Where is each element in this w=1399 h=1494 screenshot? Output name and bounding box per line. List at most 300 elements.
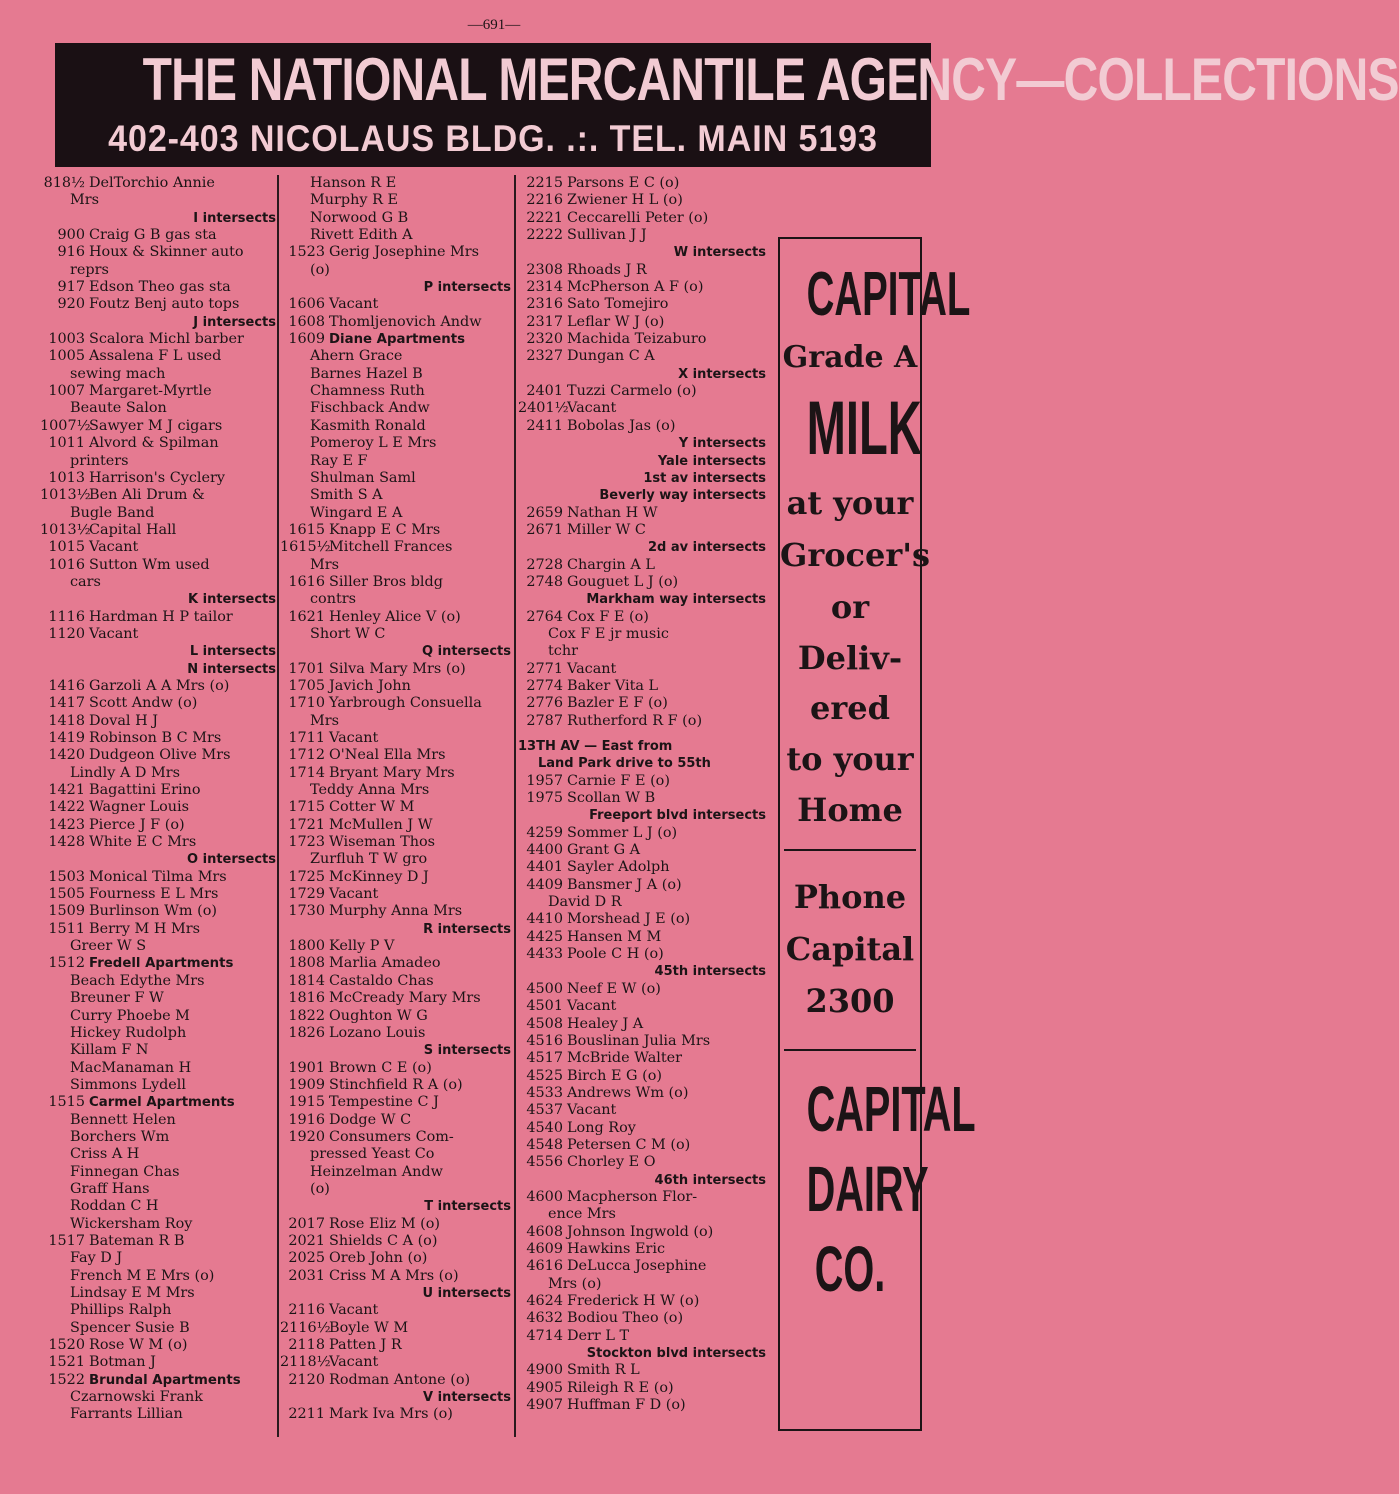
listing-name: White E C Mrs <box>89 834 197 851</box>
street-intersection: I intersects <box>193 210 276 226</box>
street-intersection: Stockton blvd intersects <box>586 1346 766 1362</box>
listing-name: Vacant <box>567 1102 617 1119</box>
listing-row <box>518 192 770 209</box>
listing-row <box>518 227 770 244</box>
ad-divider <box>784 849 916 851</box>
listing-name: Murphy Anna Mrs <box>329 903 463 920</box>
listing-row <box>518 678 770 695</box>
listing-name: Henley Alice V (o) <box>329 608 461 625</box>
listing-row <box>40 1233 280 1250</box>
street-number: 4537 <box>526 1102 563 1119</box>
listing-name: Farrants Lillian <box>70 1406 183 1423</box>
ad-phone-label: Phone <box>793 878 907 916</box>
listing-name: Boyle W M <box>329 1319 409 1336</box>
listing-continuation <box>40 1302 280 1319</box>
street-number: 1705 <box>288 677 325 694</box>
street-intersection: 46th intersects <box>654 1172 766 1188</box>
street-number: 1957 <box>526 772 563 789</box>
street-number: 4259 <box>526 824 563 841</box>
listing-name: sewing mach <box>70 365 166 382</box>
street-number: 1016 <box>48 556 85 573</box>
listing-row <box>518 1293 770 1310</box>
listing-row <box>280 1320 515 1337</box>
listing-continuation <box>280 470 515 487</box>
listing-continuation <box>40 574 280 591</box>
street-number: 1515 <box>48 1094 85 1111</box>
listing-name: Sutton Wm used <box>89 556 210 573</box>
listing-name: O'Neal Ella Mrs <box>329 747 446 764</box>
listing-row <box>280 574 515 591</box>
listing-name: Robinson B C Mrs <box>89 730 222 746</box>
listing-row <box>40 626 280 643</box>
section-heading: Land Park drive to 55th <box>538 756 711 772</box>
ad-divider <box>784 1049 916 1051</box>
street-number: 1120 <box>48 625 85 642</box>
street-intersection: L intersects <box>189 644 276 660</box>
listing-row <box>280 1302 515 1319</box>
ad-grade: Grade A <box>782 340 918 375</box>
listing-row <box>40 435 280 452</box>
listing-row <box>280 817 515 834</box>
listing-name: Rivett Edith A <box>310 227 413 244</box>
listing-continuation <box>40 192 280 209</box>
listing-continuation <box>40 1389 280 1406</box>
street-number: 2401½ <box>518 400 569 417</box>
street-intersection: Markham way intersects <box>586 592 766 608</box>
listing-name: Derr L T <box>567 1327 630 1344</box>
listing-name: Dudgeon Olive Mrs <box>89 747 231 764</box>
street-intersection: P intersects <box>423 280 511 296</box>
listing-continuation <box>280 383 515 400</box>
listing-row <box>40 799 280 816</box>
street-number: 2118½ <box>280 1354 331 1371</box>
listing-row <box>518 314 770 331</box>
street-number: 2025 <box>288 1250 325 1267</box>
listing-name: Fredell Apartments <box>89 956 234 972</box>
listing-name: Bobolas Jas (o) <box>567 417 676 434</box>
listing-name: Brundal Apartments <box>89 1372 241 1388</box>
street-number: 2774 <box>526 677 563 694</box>
listing-row <box>40 296 280 313</box>
listing-continuation <box>40 1042 280 1059</box>
street-number: 2221 <box>526 209 563 226</box>
street-number: 4624 <box>526 1293 563 1309</box>
listing-row <box>518 1310 770 1327</box>
street-number: 4400 <box>526 842 563 859</box>
listing-row <box>280 799 515 816</box>
street-number: 4425 <box>526 928 563 945</box>
listing-row <box>280 990 515 1007</box>
listing-name: Huffman F D (o) <box>567 1397 686 1414</box>
listing-name: Botman J <box>89 1354 156 1371</box>
listing-row <box>518 1102 770 1119</box>
listing-continuation <box>518 1276 770 1293</box>
street-number: 1416 <box>48 677 85 694</box>
listing-row <box>518 859 770 876</box>
listing-row <box>40 747 280 764</box>
listing-continuation <box>40 938 280 955</box>
listing-row <box>280 522 515 539</box>
listing-name: Roddan C H <box>70 1198 159 1215</box>
listing-row <box>40 383 280 400</box>
listing-name: Bansmer J A (o) <box>567 876 682 893</box>
street-number: 2120 <box>288 1371 325 1388</box>
street-number: 1609 <box>288 331 325 348</box>
listing-name: Tempestine C J <box>329 1094 439 1111</box>
street-intersection: Yale intersects <box>657 453 766 469</box>
listing-name: Vacant <box>329 730 379 746</box>
street-number: 1826 <box>288 1024 325 1041</box>
street-number: 1606 <box>288 296 325 313</box>
listing-name: Bugle Band <box>70 504 155 521</box>
street-number: 4616 <box>526 1258 563 1275</box>
street-number: 1418 <box>48 712 85 729</box>
listing-name: Alvord & Spilman <box>89 435 219 452</box>
ad-home: Home <box>797 791 903 829</box>
street-intersection: R intersects <box>423 921 511 937</box>
street-number: 2308 <box>526 261 563 278</box>
listing-name: Lindsay E M Mrs <box>70 1285 195 1301</box>
street-number: 4609 <box>526 1240 563 1257</box>
listing-name: Javich John <box>329 677 411 694</box>
listing-row <box>518 1362 770 1379</box>
listing-name: McKinney D J <box>329 868 429 885</box>
street-number: 2411 <box>526 417 563 434</box>
listing-name: Rileigh R E (o) <box>567 1379 674 1396</box>
listing-name: Pierce J F (o) <box>89 816 185 833</box>
street-number: 4500 <box>526 980 563 997</box>
listing-continuation <box>40 1198 280 1215</box>
street-number: 1511 <box>48 920 85 937</box>
listing-row <box>518 1050 770 1067</box>
listing-row <box>518 1137 770 1154</box>
listing-row <box>280 1354 515 1371</box>
listing-name: Criss M A Mrs (o) <box>329 1267 459 1284</box>
listing-name: Zurfluh T W gro <box>310 851 428 868</box>
listing-name: Kelly P V <box>329 938 395 955</box>
listing-name: Smith R L <box>567 1362 640 1379</box>
ad-or: or <box>830 588 870 626</box>
listing-name: Oughton W G <box>329 1007 428 1024</box>
street-number: 2215 <box>526 175 563 191</box>
listing-row <box>280 765 515 782</box>
listing-name: Rutherford R F (o) <box>567 712 703 729</box>
listing-name: Heinzelman Andw <box>310 1163 443 1180</box>
directory-column-3 <box>518 175 770 1437</box>
listing-name: Chorley E O <box>567 1154 656 1171</box>
street-number: 1423 <box>48 816 85 833</box>
street-intersection: Freeport blvd intersects <box>589 808 766 824</box>
listing-name: Norwood G B <box>310 209 409 226</box>
listing-name: Borchers Wm <box>70 1128 170 1145</box>
listing-row <box>280 1337 515 1354</box>
listing-name: Houx & Skinner auto <box>89 244 244 261</box>
listing-name: Edson Theo gas sta <box>89 279 231 296</box>
listing-name: Sawyer M J cigars <box>89 417 223 434</box>
listing-continuation <box>40 1008 280 1025</box>
listing-name: Mrs <box>310 712 339 729</box>
listing-name: Rodman Antone (o) <box>329 1371 471 1388</box>
listing-continuation <box>40 1146 280 1163</box>
listing-name: Bazler E F (o) <box>567 695 668 712</box>
street-number: 1822 <box>288 1007 325 1024</box>
street-number: 2320 <box>526 331 563 348</box>
listing-name: Mrs (o) <box>548 1275 602 1292</box>
street-number: 1711 <box>288 730 325 746</box>
listing-row <box>40 539 280 556</box>
listing-row <box>518 418 770 435</box>
listing-row <box>40 955 280 972</box>
listing-name: Andrews Wm (o) <box>567 1084 689 1101</box>
listing-row <box>40 1354 280 1371</box>
listing-name: Carnie F E (o) <box>567 772 670 789</box>
street-number: 4540 <box>526 1119 563 1136</box>
street-number: 4905 <box>526 1379 563 1396</box>
listing-name: Rose W M (o) <box>89 1337 188 1354</box>
listing-row <box>518 1016 770 1033</box>
street-number: 1005 <box>48 348 85 365</box>
street-number: 1421 <box>48 782 85 799</box>
street-number: 1503 <box>48 868 85 885</box>
listing-row <box>518 522 770 539</box>
listing-row <box>40 713 280 730</box>
listing-name: Marlia Amadeo <box>329 955 441 972</box>
listing-row <box>40 834 280 851</box>
listing-name: Ahern Grace <box>310 348 403 365</box>
street-intersection: 1st av intersects <box>643 470 766 486</box>
listing-row <box>40 348 280 365</box>
street-number: 2216 <box>526 192 563 209</box>
listing-continuation <box>40 1060 280 1077</box>
listing-row <box>518 609 770 626</box>
listing-row <box>40 817 280 834</box>
listing-name: Sullivan J J <box>567 227 647 244</box>
street-number: 2748 <box>526 573 563 590</box>
listing-row <box>518 1068 770 1085</box>
street-intersection: Y intersects <box>678 436 766 452</box>
listing-name: Wickersham Roy <box>70 1215 193 1232</box>
listing-name: Vacant <box>89 625 139 642</box>
listing-name: Neef E W (o) <box>567 980 661 997</box>
street-number: 1420 <box>48 747 85 764</box>
ad-at-your: at your <box>786 484 914 522</box>
listing-row <box>518 383 770 400</box>
listing-name: Greer W S <box>70 938 147 955</box>
listing-continuation <box>40 1129 280 1146</box>
street-number: 1512 <box>48 955 85 972</box>
listing-row <box>518 1328 770 1345</box>
street-intersection: U intersects <box>422 1286 511 1301</box>
street-number: 1710 <box>288 695 325 712</box>
listing-row <box>518 929 770 946</box>
street-number: 4714 <box>526 1327 563 1344</box>
listing-row <box>518 1120 770 1137</box>
street-number: 1522 <box>48 1371 85 1388</box>
listing-continuation <box>280 435 515 452</box>
column-divider <box>277 175 279 1437</box>
listing-continuation <box>40 1077 280 1094</box>
listing-continuation <box>40 366 280 383</box>
listing-row <box>518 279 770 296</box>
listing-row <box>518 557 770 574</box>
listing-row <box>40 782 280 799</box>
listing-name: Fischback Andw <box>310 400 430 417</box>
listing-row <box>518 825 770 842</box>
listing-name: ence Mrs <box>548 1206 616 1223</box>
listing-row <box>280 678 515 695</box>
street-number: 2118 <box>288 1337 325 1354</box>
listing-row <box>518 790 770 807</box>
listing-continuation <box>40 1320 280 1337</box>
listing-name: Petersen C M (o) <box>567 1136 691 1153</box>
listing-name: Bennett Helen <box>70 1111 176 1128</box>
listing-name: Murphy R E <box>310 192 398 209</box>
listing-name: Carmel Apartments <box>89 1095 235 1111</box>
listing-continuation <box>40 1250 280 1267</box>
listing-name: Rhoads J R <box>567 261 647 278</box>
listing-name: Czarnowski Frank <box>70 1389 204 1406</box>
listing-name: Craig G B gas sta <box>89 227 217 244</box>
listing-continuation <box>280 192 515 209</box>
street-number: 1975 <box>526 790 563 807</box>
listing-row <box>518 1397 770 1414</box>
listing-row <box>518 911 770 928</box>
street-number: 2314 <box>526 279 563 296</box>
street-number: 4516 <box>526 1032 563 1049</box>
street-number: 2764 <box>526 608 563 625</box>
listing-name: Harrison's Cyclery <box>89 469 226 486</box>
listing-continuation <box>40 262 280 279</box>
listing-continuation <box>280 851 515 868</box>
street-number: 1725 <box>288 868 325 885</box>
street-number: 1730 <box>288 903 325 920</box>
listing-row <box>40 331 280 348</box>
listing-name: Parsons E C (o) <box>567 175 680 191</box>
listing-row <box>280 1268 515 1285</box>
listing-name: Wagner Louis <box>89 799 190 816</box>
street-number: 2021 <box>288 1232 325 1249</box>
street-intersection: X intersects <box>678 366 766 382</box>
listing-name: MacManaman H <box>70 1059 192 1076</box>
street-number: 818½ <box>43 175 85 191</box>
street-intersection: 2d av intersects <box>647 540 766 556</box>
street-number: 4501 <box>526 998 563 1015</box>
listing-name: Sommer L J (o) <box>567 824 678 841</box>
listing-row <box>280 695 515 712</box>
listing-name: Brown C E (o) <box>329 1059 432 1076</box>
listing-name: Pomeroy L E Mrs <box>310 435 437 452</box>
listing-continuation <box>40 1112 280 1129</box>
listing-name: Bodiou Theo (o) <box>567 1310 684 1327</box>
listing-continuation <box>40 1406 280 1423</box>
street-number: 1419 <box>48 730 85 746</box>
listing-row <box>280 331 515 348</box>
street-number: 1721 <box>288 816 325 833</box>
listing-continuation <box>280 591 515 608</box>
listing-name: Nathan H W <box>567 504 658 521</box>
listing-row <box>280 903 515 920</box>
listing-name: Wiseman Thos <box>329 834 436 851</box>
listing-continuation <box>280 366 515 383</box>
listing-name: Barnes Hazel B <box>310 365 423 382</box>
street-intersection: Beverly way intersects <box>599 488 766 504</box>
listing-row <box>40 522 280 539</box>
street-number: 4556 <box>526 1154 563 1171</box>
listing-row <box>280 1008 515 1025</box>
listing-name: Castaldo Chas <box>329 972 434 989</box>
listing-name: Sayler Adolph <box>567 859 670 876</box>
street-number: 2327 <box>526 348 563 365</box>
listing-continuation <box>280 1181 515 1198</box>
street-intersection: T intersects <box>424 1199 511 1215</box>
street-number: 1615 <box>288 521 325 538</box>
listing-name: Assalena F L used <box>89 348 222 365</box>
banner-address: 402-403 NICOLAUS BLDG. .:. TEL. MAIN 5193 <box>108 118 878 159</box>
street-number: 2776 <box>526 695 563 712</box>
listing-name: Birch E G (o) <box>567 1067 663 1084</box>
street-number: 2671 <box>526 521 563 538</box>
listing-name: contrs <box>310 591 357 608</box>
street-number: 4900 <box>526 1362 563 1379</box>
listing-row <box>280 1250 515 1267</box>
listing-row <box>280 955 515 972</box>
listing-row <box>40 227 280 244</box>
listing-name: McBride Walter <box>567 1050 683 1067</box>
listing-continuation <box>40 990 280 1007</box>
listing-row <box>40 869 280 886</box>
section-heading: 13TH AV — East from <box>518 739 673 754</box>
page-number: —691— <box>467 17 521 33</box>
street-number: 4548 <box>526 1136 563 1153</box>
listing-name: Mrs <box>310 556 339 573</box>
listing-row <box>40 678 280 695</box>
street-intersection: J intersects <box>193 314 276 330</box>
listing-name: Rose Eliz M (o) <box>329 1215 441 1232</box>
listing-name: McMullen J W <box>329 816 433 833</box>
listing-name: printers <box>70 452 129 469</box>
listing-name: French M E Mrs (o) <box>70 1267 215 1284</box>
listing-name: Bryant Mary Mrs <box>329 764 455 781</box>
listing-continuation <box>280 227 515 244</box>
listing-row <box>518 348 770 365</box>
street-number: 1523 <box>288 244 325 261</box>
listing-name: Baker Vita L <box>567 677 659 694</box>
listing-continuation <box>40 1285 280 1302</box>
listing-row <box>518 1154 770 1171</box>
listing-name: Frederick H W (o) <box>567 1293 700 1309</box>
listing-row <box>518 1241 770 1258</box>
street-number: 4600 <box>526 1188 563 1205</box>
listing-row <box>280 938 515 955</box>
street-number: 1920 <box>288 1128 325 1145</box>
street-number: 917 <box>57 279 85 296</box>
street-number: 1814 <box>288 972 325 989</box>
listing-name: Hawkins Eric <box>567 1240 666 1257</box>
listing-name: Johnson Ingwold (o) <box>567 1223 714 1240</box>
listing-name: Teddy Anna Mrs <box>310 782 430 799</box>
street-number: 1007½ <box>40 417 91 434</box>
listing-name: Hanson R E <box>310 175 397 191</box>
listing-name: Hansen M M <box>567 928 662 945</box>
street-number: 1729 <box>288 886 325 903</box>
ad-company-2: DAIRY <box>806 1153 929 1225</box>
street-number: 1428 <box>48 834 85 851</box>
listing-row <box>280 539 515 556</box>
listing-name: Silva Mary Mrs (o) <box>329 660 466 677</box>
street-number: 4410 <box>526 911 563 928</box>
listing-name: Patten J R <box>329 1337 402 1354</box>
listing-name: Garzoli A A Mrs (o) <box>89 677 230 694</box>
